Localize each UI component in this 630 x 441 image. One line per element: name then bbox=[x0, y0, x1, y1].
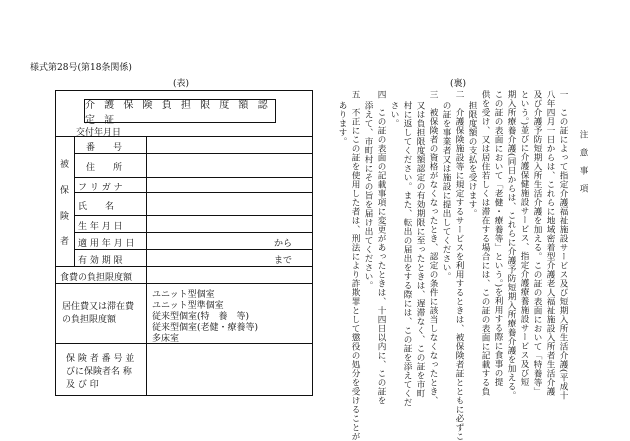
insured-label-4: 者 bbox=[60, 237, 70, 247]
field-expiry-date-label: 有 効 期 限 bbox=[78, 256, 123, 266]
residence-cost-label: 居住費又は滞在費の負担限度額 bbox=[62, 302, 135, 325]
field-number-label: 番 号 bbox=[86, 143, 123, 153]
note-line: 八年四月一日からは、これらに地域密着型介護老人福祉施設入所者生活介護 bbox=[545, 90, 555, 396]
note-line: あります。 bbox=[337, 101, 347, 146]
room-type-1: ユニット型個室 bbox=[152, 290, 215, 300]
note-line: という。)並びに介護保健施設サービス、指定介護療養施設サービス及び短 bbox=[519, 90, 529, 387]
room-type-4: 従来型個室(老健・療養等) bbox=[152, 323, 259, 333]
certificate-front bbox=[55, 90, 313, 396]
note-line: の証を事業者又は施設に提出してください。 bbox=[441, 101, 451, 281]
field-furigana-label: フ リ ガ ナ bbox=[78, 183, 123, 193]
back-side-label: (裏) bbox=[450, 79, 467, 89]
note-line: 一 この証によって指定介護福祉施設サービス及び短期入所生活介護(平成十 bbox=[558, 90, 568, 400]
field-address-label: 住 所 bbox=[86, 163, 123, 173]
note-line: 期入所療養介護(同日からは、これらに介護予防短期入所療養介護を加える。 bbox=[506, 90, 516, 400]
note-line: さい。 bbox=[389, 101, 399, 128]
insured-label-2: 保 bbox=[60, 186, 70, 196]
note-line: 村に返してください。また、転出の届出をする際には、この証を添えてくだ bbox=[402, 101, 412, 407]
note-line: 担限度額の支払を受けます。 bbox=[467, 101, 477, 218]
until-label: まで bbox=[274, 256, 293, 266]
note-line: 添えて、市町村にその旨を届け出てください。 bbox=[363, 101, 373, 290]
form-number: 様式第28号(第18条関係) bbox=[30, 63, 132, 73]
note-line: 四 この証の表面の記載事項に変更があったときは、十四日以内に、この証を bbox=[376, 90, 386, 405]
field-birth-date-label: 生 年 月 日 bbox=[78, 222, 123, 232]
note-line: 供を受け、又は居住若しくは滞在する場合には、この証の表面に記載する負 bbox=[480, 90, 490, 396]
front-side-label: (表) bbox=[173, 79, 190, 89]
room-type-5: 多床室 bbox=[152, 334, 180, 344]
note-line: 及び介護予防短期入所生活介護を加える。この証の表面において「特養等」 bbox=[532, 90, 542, 396]
food-cost-label: 食費の負担限度額 bbox=[60, 273, 133, 283]
field-name-label: 氏 名 bbox=[78, 202, 115, 212]
note-line: 五 不正にこの証を使用した者は、刑法により詐欺罪として懲役の処分を受けることが bbox=[350, 90, 360, 441]
note-line: 三 被保険者の資格がなくなったとき、認定の条件に該当しなくなったとき、 bbox=[428, 90, 438, 405]
room-type-3: 従来型個室(特 養 等) bbox=[152, 312, 250, 322]
from-label: から bbox=[274, 239, 293, 249]
issue-date-label: 交付年月日 bbox=[76, 128, 122, 138]
room-type-2: ユニット型準個室 bbox=[152, 301, 224, 311]
certificate-back bbox=[330, 90, 598, 441]
note-line: 二 介護保険施設等に規定するサービスを利用するときは、被保険者証とともに必ずこ bbox=[454, 90, 464, 441]
certificate-title: 介 護 保 険 負 担 限 度 額 認 定 証 bbox=[84, 99, 276, 123]
insurer-label: 保 険 者 番 号 並びに保険者名 称 及 び 印 bbox=[66, 354, 135, 390]
insured-label-3: 険 bbox=[60, 212, 70, 222]
note-line: 又は負担限度額認定の有効期限に至ったときは、遅滞なく、この証を市町 bbox=[415, 101, 425, 398]
notes-heading: 注 意 事 項 bbox=[578, 130, 588, 193]
insured-label-1: 被 bbox=[60, 160, 70, 170]
note-line: この証の表面において「老健・療養等」という。)を利用する際に食事の提 bbox=[493, 90, 503, 387]
field-start-date-label: 適 用 年 月 日 bbox=[78, 239, 135, 249]
